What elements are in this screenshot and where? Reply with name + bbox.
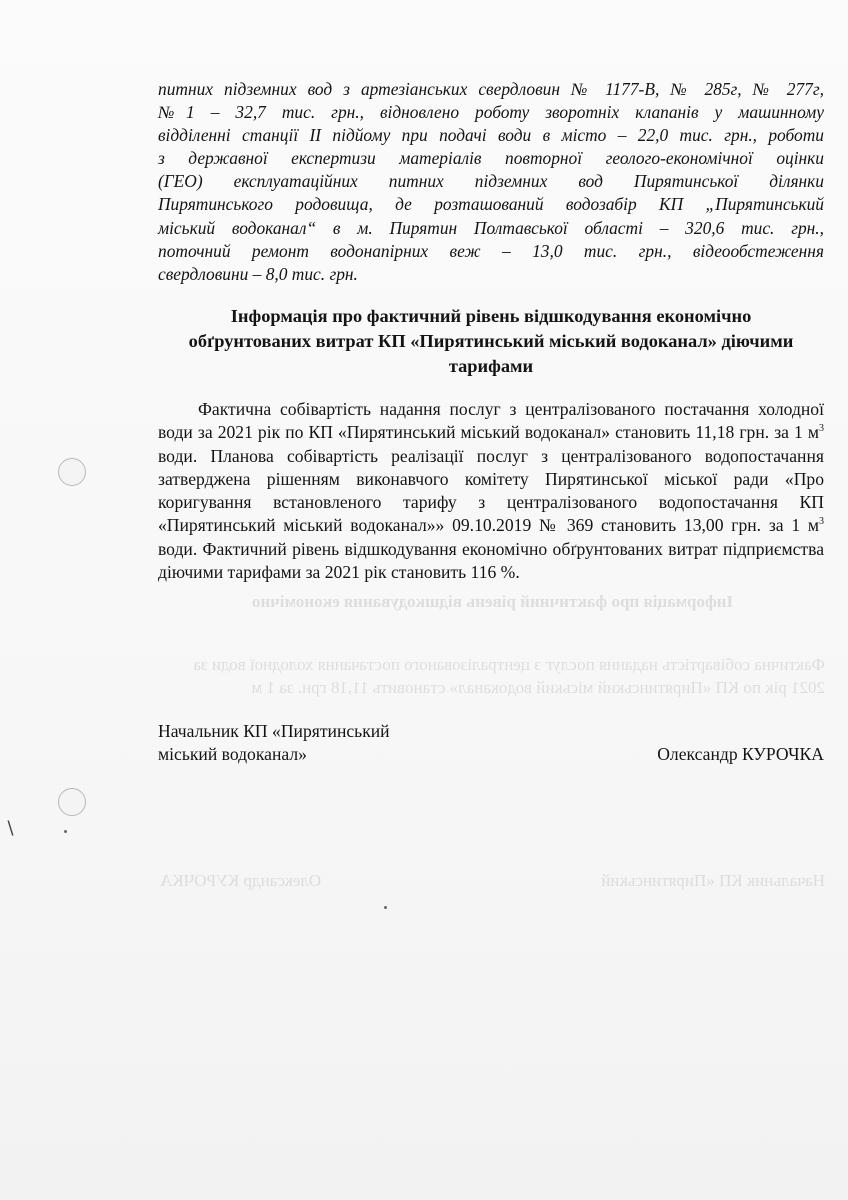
intro-line: №1 – 32,7 тис. грн., відновлено роботу зворотніх клапанів у машинному	[158, 102, 824, 123]
section-title-line: Інформація про фактичний рівень відшкодування економічно	[230, 306, 752, 326]
body-text-part: води. Фактичний рівень відшкодування економічно обґрунтованих витрат підприємства діючими тарифами за 2021 рік становить 116 %.	[158, 538, 824, 583]
paper-speck	[64, 830, 67, 833]
section-title	[158, 304, 824, 379]
body-text-part: Фактична собівартість надання послуг з централізованого постачання холодної води за 2021 рік по КП «Пирятинський міський водоканал» становить 11,18 грн. за 1 м	[158, 399, 824, 443]
intro-line: відділенні станції ІІ підйому при подачі води в місто – 22,0 тис. грн., роботи	[158, 125, 824, 146]
paper-mark: ∖	[4, 818, 16, 838]
signature-block	[158, 720, 824, 766]
intro-line: (ГЕО) експлуатаційних питних підземних вод Пирятинської ділянки	[158, 171, 824, 192]
intro-paragraph	[158, 78, 824, 286]
bleed-body: Фактична собівартість надання послуг з централізованого постачання холодної води за 2021 рік по КП «Пирятинський міський водоканал» становить 11,18 грн. за 1 м	[193, 655, 825, 697]
body-paragraph	[158, 398, 824, 584]
superscript: 3	[819, 516, 824, 528]
bleed-title: Інформація про фактичний рівень відшкодування економічно	[251, 592, 734, 611]
body-text-part: води. Планова собівартість реалізації послуг з централізованого водопостачання затверджена рішенням виконавчого комітету Пирятинської міської ради «Про коригування встановленого тарифу з централізованого водопостачання КП «Пирятинський міський водоканал»» 09.10.2019 № 369 становить 13,00 грн. за 1 м	[158, 445, 824, 536]
intro-line: питних підземних вод з артезіанських свердловин № 1177-В, № 285г, № 277г,	[158, 79, 824, 99]
signature-position-line: міський водоканал»	[158, 744, 307, 764]
paper-speck	[384, 906, 387, 909]
signature-row	[158, 743, 824, 766]
intro-line: поточний ремонт водонапірних веж – 13,0 тис. грн., відеообстеження	[158, 240, 824, 261]
bleed-signature: Начальник КП «Пирятинський Олександр КУРОЧКА	[160, 871, 825, 890]
section-title-line: обґрунтованих витрат КП «Пирятинський міський водоканал» діючими	[188, 331, 794, 351]
signature-position-line: Начальник КП «Пирятинський	[158, 721, 390, 741]
signatory-name: Олександр КУРОЧКА	[657, 744, 824, 764]
punch-hole	[58, 458, 86, 486]
intro-line: з державної експертизи матеріалів повторної геолого-економічної оцінки	[158, 148, 824, 169]
superscript: 3	[819, 423, 824, 435]
punch-hole	[58, 788, 86, 816]
intro-line: Пирятинського родовища, де розташований водозабір КП „Пирятинський	[158, 194, 824, 215]
intro-line: міський водоканал“ в м. Пирятин Полтавської області – 320,6 тис. грн.,	[158, 217, 824, 238]
intro-line: свердловини – 8,0 тис. грн.	[158, 263, 358, 284]
section-title-line: тарифами	[448, 356, 534, 376]
